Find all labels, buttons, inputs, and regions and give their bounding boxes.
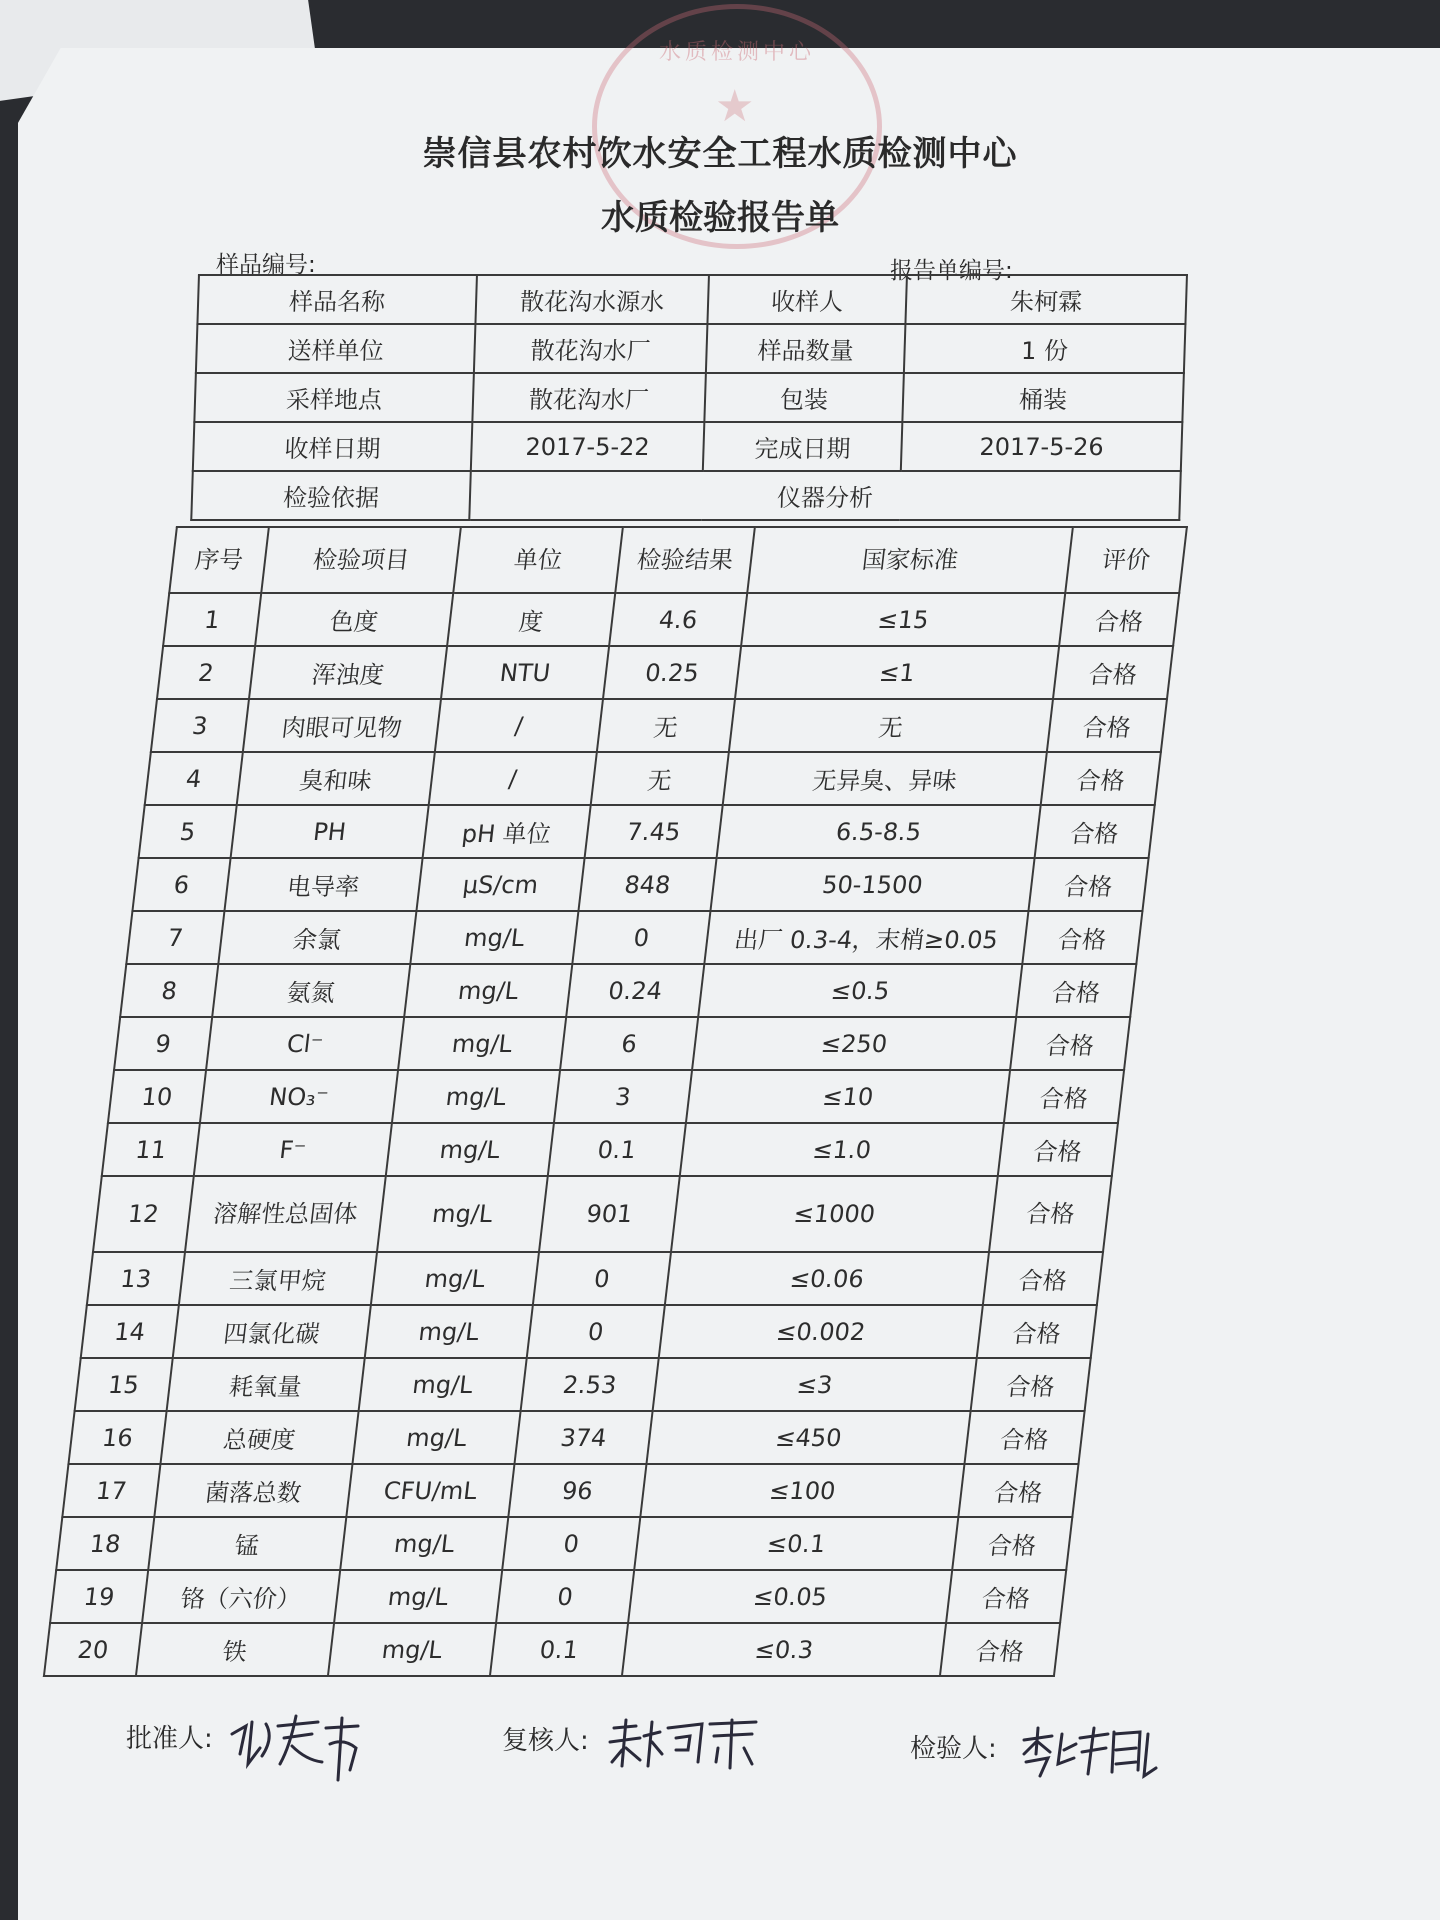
- standard: 无异臭、异味: [723, 752, 1047, 805]
- unit: mg/L: [377, 1176, 548, 1252]
- results-body: [44, 527, 1187, 1676]
- result: 0.24: [566, 964, 704, 1017]
- unit: mg/L: [398, 1017, 566, 1070]
- test-item: 臭和味: [237, 752, 435, 805]
- result-row: [44, 1623, 1060, 1676]
- package-label: 包装: [704, 373, 904, 422]
- result-row: [120, 964, 1136, 1017]
- row-number: 2: [157, 646, 255, 699]
- evaluation: 合格: [977, 1305, 1097, 1358]
- doc-title: 水质检验报告单: [601, 198, 839, 238]
- result-row: [75, 1358, 1091, 1411]
- results-table: [43, 526, 1188, 1677]
- basis-label: 检验依据: [191, 471, 471, 520]
- row-number: 4: [145, 752, 243, 805]
- unit: pH 单位: [423, 805, 591, 858]
- test-item: 余氯: [218, 911, 416, 964]
- test-item: PH: [231, 805, 429, 858]
- unit: CFU/mL: [346, 1464, 514, 1517]
- result-row: [56, 1517, 1072, 1570]
- inspector-label: 检验人:: [910, 1734, 997, 1764]
- evaluation: 合格: [998, 1123, 1118, 1176]
- test-item: 肉眼可见物: [243, 699, 441, 752]
- result-row: [62, 1464, 1078, 1517]
- seal-star-icon: ★: [715, 81, 755, 132]
- result-row: [151, 699, 1167, 752]
- standard: ≤0.5: [698, 964, 1022, 1017]
- evaluation: 合格: [1047, 699, 1167, 752]
- sample-info-table: [190, 274, 1188, 521]
- standard: 出厂 0.3-4，末梢≥0.05: [704, 911, 1028, 964]
- evaluation: 合格: [971, 1358, 1091, 1411]
- inspector-signature: [1018, 1724, 1168, 1780]
- test-item: 氨氮: [212, 964, 410, 1017]
- standard: ≤1000: [671, 1176, 998, 1252]
- unit: mg/L: [392, 1070, 560, 1123]
- receiver-value: 朱柯霖: [905, 275, 1187, 324]
- standard: ≤1.0: [680, 1123, 1004, 1176]
- location-label: 采样地点: [194, 373, 474, 422]
- result: 901: [539, 1176, 680, 1252]
- row-number: 1: [163, 593, 261, 646]
- result: 3: [554, 1070, 692, 1123]
- finish-date-value: 2017-5-26: [901, 422, 1183, 471]
- test-item: NO₃⁻: [200, 1070, 398, 1123]
- info-row: [194, 373, 1184, 422]
- sample-no-label: 样品编号:: [216, 252, 316, 278]
- result: 0.1: [548, 1123, 686, 1176]
- standard: ≤250: [692, 1017, 1016, 1070]
- result: 无: [597, 699, 735, 752]
- evaluation: 合格: [1053, 646, 1173, 699]
- row-number: 10: [108, 1070, 206, 1123]
- unit: mg/L: [352, 1411, 520, 1464]
- result: 0.25: [603, 646, 741, 699]
- result: 0: [496, 1570, 634, 1623]
- evaluation: 合格: [1022, 911, 1142, 964]
- row-number: 11: [102, 1123, 200, 1176]
- evaluation: 合格: [989, 1176, 1112, 1252]
- unit: mg/L: [359, 1358, 527, 1411]
- seal-text: 水质检测中心: [658, 40, 815, 65]
- row-number: 19: [50, 1570, 148, 1623]
- receive-date-label: 收样日期: [193, 422, 473, 471]
- standard: ≤100: [640, 1464, 964, 1517]
- evaluation: 合格: [964, 1411, 1084, 1464]
- row-number: 9: [114, 1017, 212, 1070]
- standard: ≤1: [735, 646, 1059, 699]
- row-number: 18: [56, 1517, 154, 1570]
- test-item: 溶解性总固体: [185, 1176, 386, 1252]
- info-row: [197, 275, 1187, 324]
- unit: μS/cm: [416, 858, 584, 911]
- info-row: [193, 422, 1183, 471]
- result: 0: [502, 1517, 640, 1570]
- info-row: [191, 471, 1181, 520]
- unit: mg/L: [328, 1623, 496, 1676]
- row-number: 17: [62, 1464, 160, 1517]
- standard: ≤10: [686, 1070, 1010, 1123]
- finish-date-label: 完成日期: [703, 422, 903, 471]
- result: 0.1: [490, 1623, 628, 1676]
- row-number: 8: [120, 964, 218, 1017]
- unit: mg/L: [371, 1252, 539, 1305]
- row-number: 13: [87, 1252, 185, 1305]
- evaluation: 合格: [958, 1464, 1078, 1517]
- receive-date-value: 2017-5-22: [471, 422, 705, 471]
- info-row: [196, 324, 1186, 373]
- evaluation: 合格: [946, 1570, 1066, 1623]
- test-item: 浑浊度: [249, 646, 447, 699]
- sample-name-value: 散花沟水源水: [475, 275, 709, 324]
- header-cell: 国家标准: [747, 527, 1073, 593]
- result: 4.6: [609, 593, 747, 646]
- result: 96: [508, 1464, 646, 1517]
- unit: mg/L: [386, 1123, 554, 1176]
- row-number: 20: [44, 1623, 142, 1676]
- test-item: 色度: [255, 593, 453, 646]
- standard: ≤3: [653, 1358, 977, 1411]
- result-row: [126, 911, 1142, 964]
- header-cell: 检验结果: [615, 527, 755, 593]
- result-row: [81, 1305, 1097, 1358]
- header-cell: 单位: [453, 527, 623, 593]
- result-row: [108, 1070, 1124, 1123]
- result-row: [132, 858, 1148, 911]
- package-value: 桶装: [902, 373, 1184, 422]
- result: 无: [591, 752, 729, 805]
- result: 848: [578, 858, 716, 911]
- evaluation: 合格: [952, 1517, 1072, 1570]
- quantity-value: 1 份: [904, 324, 1186, 373]
- result-row: [163, 593, 1179, 646]
- test-item: 耗氧量: [167, 1358, 365, 1411]
- reviewer-label: 复核人:: [502, 1726, 589, 1756]
- approver-signature: [226, 1704, 366, 1784]
- unit: mg/L: [410, 911, 578, 964]
- test-item: 铬（六价）: [142, 1570, 340, 1623]
- test-item: 四氯化碳: [173, 1305, 371, 1358]
- row-number: 14: [81, 1305, 179, 1358]
- unit: 度: [447, 593, 615, 646]
- test-item: Cl⁻: [206, 1017, 404, 1070]
- standard: ≤15: [741, 593, 1065, 646]
- sender-label: 送样单位: [196, 324, 476, 373]
- standard: 无: [729, 699, 1053, 752]
- reviewer-signature: [606, 1714, 766, 1774]
- unit: mg/L: [334, 1570, 502, 1623]
- approver-label: 批准人:: [126, 1724, 213, 1754]
- test-item: F⁻: [194, 1123, 392, 1176]
- result-row: [114, 1017, 1130, 1070]
- row-number: 7: [126, 911, 224, 964]
- test-item: 总硬度: [160, 1411, 358, 1464]
- evaluation: 合格: [983, 1252, 1103, 1305]
- result: 374: [514, 1411, 652, 1464]
- test-item: 铁: [136, 1623, 334, 1676]
- org-title: 崇信县农村饮水安全工程水质检测中心: [422, 134, 1018, 174]
- test-item: 锰: [148, 1517, 346, 1570]
- result-row: [102, 1123, 1118, 1176]
- evaluation: 合格: [1010, 1017, 1130, 1070]
- header-cell: 序号: [169, 527, 269, 593]
- standard: ≤0.002: [659, 1305, 983, 1358]
- sample-name-label: 样品名称: [197, 275, 477, 324]
- result: 2.53: [521, 1358, 659, 1411]
- evaluation: 合格: [1004, 1070, 1124, 1123]
- row-number: 3: [151, 699, 249, 752]
- test-item: 电导率: [224, 858, 422, 911]
- result-row: [68, 1411, 1084, 1464]
- row-number: 15: [75, 1358, 173, 1411]
- unit: mg/L: [340, 1517, 508, 1570]
- unit: /: [435, 699, 603, 752]
- standard: ≤0.06: [665, 1252, 989, 1305]
- evaluation: 合格: [1059, 593, 1179, 646]
- result-row: [145, 752, 1161, 805]
- basis-value: 仪器分析: [469, 471, 1181, 520]
- row-number: 6: [132, 858, 230, 911]
- result: 0: [533, 1252, 671, 1305]
- standard: 6.5-8.5: [717, 805, 1041, 858]
- location-value: 散花沟水厂: [472, 373, 706, 422]
- result-row: [50, 1570, 1066, 1623]
- result: 0: [527, 1305, 665, 1358]
- unit: NTU: [441, 646, 609, 699]
- result: 7.45: [585, 805, 723, 858]
- unit: /: [429, 752, 597, 805]
- result-row: [87, 1252, 1103, 1305]
- result: 0: [572, 911, 710, 964]
- evaluation: 合格: [1028, 858, 1148, 911]
- receiver-label: 收样人: [707, 275, 907, 324]
- header-cell: 评价: [1065, 527, 1187, 593]
- header-cell: 检验项目: [261, 527, 461, 593]
- quantity-label: 样品数量: [706, 324, 906, 373]
- row-number: 16: [68, 1411, 166, 1464]
- row-number: 12: [93, 1176, 194, 1252]
- standard: ≤450: [646, 1411, 970, 1464]
- standard: 50-1500: [710, 858, 1034, 911]
- evaluation: 合格: [1041, 752, 1161, 805]
- result: 6: [560, 1017, 698, 1070]
- standard: ≤0.3: [622, 1623, 946, 1676]
- evaluation: 合格: [1016, 964, 1136, 1017]
- result-row: [93, 1176, 1112, 1252]
- test-item: 菌落总数: [154, 1464, 352, 1517]
- evaluation: 合格: [940, 1623, 1060, 1676]
- row-number: 5: [139, 805, 237, 858]
- evaluation: 合格: [1035, 805, 1155, 858]
- standard: ≤0.05: [628, 1570, 952, 1623]
- test-item: 三氯甲烷: [179, 1252, 377, 1305]
- result-row: [157, 646, 1173, 699]
- sender-value: 散花沟水厂: [474, 324, 708, 373]
- unit: mg/L: [365, 1305, 533, 1358]
- unit: mg/L: [404, 964, 572, 1017]
- standard: ≤0.1: [634, 1517, 958, 1570]
- results-header-row: [169, 527, 1187, 593]
- report-no-label: 报告单编号:: [890, 258, 1013, 284]
- result-row: [139, 805, 1155, 858]
